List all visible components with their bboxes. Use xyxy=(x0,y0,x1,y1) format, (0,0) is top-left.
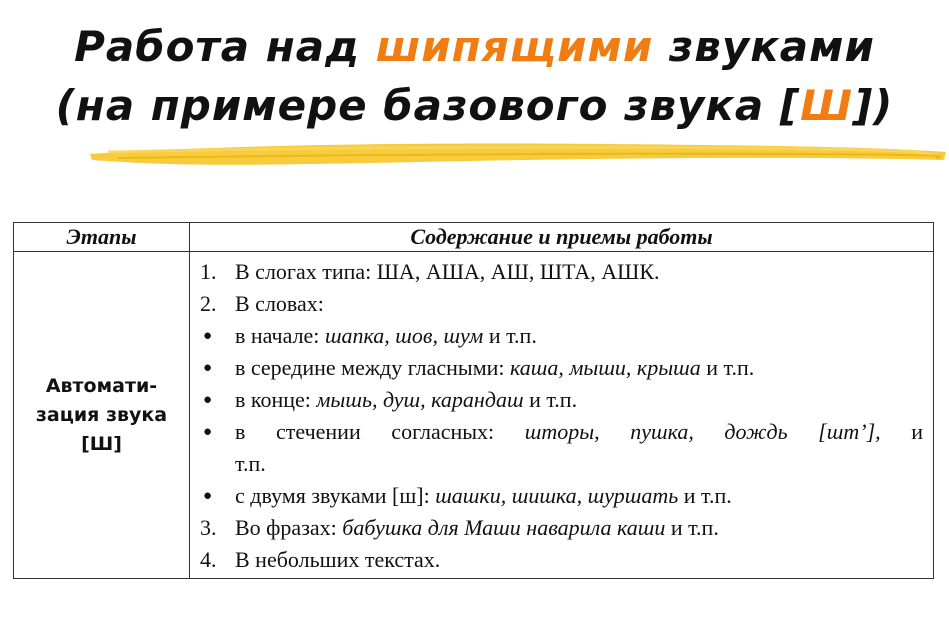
header-content: Содержание и приемы работы xyxy=(190,223,934,252)
item-text xyxy=(235,320,923,352)
item-number: 1. xyxy=(200,259,217,284)
bullet-icon: ● xyxy=(203,360,213,376)
item-text-examples: шторы, пушка, дождь [шт’], xyxy=(524,419,881,444)
bullet-item xyxy=(200,352,923,384)
title-text: звуками xyxy=(653,22,875,71)
item-text-tail: и т.п. xyxy=(665,515,719,540)
item-text xyxy=(235,512,923,544)
table-row xyxy=(14,252,934,579)
item-text xyxy=(235,480,923,512)
list-item xyxy=(200,256,923,288)
item-text-tail: и т.п. xyxy=(483,323,537,348)
item-text: В небольших текстах. xyxy=(235,547,441,572)
stage-label-line: зация звука xyxy=(35,403,168,426)
item-text-tail: и т.п. xyxy=(523,387,578,412)
list-item xyxy=(200,288,923,320)
table-header-row xyxy=(14,223,934,252)
item-text-examples: шапка, шов, шум xyxy=(324,323,484,348)
item-text-tail: и xyxy=(880,419,923,444)
item-text-plain: с двумя звуками [ш]: xyxy=(235,483,436,508)
item-number: 3. xyxy=(200,515,217,540)
item-text: В слогах типа: ША, АША, АШ, ШТА, АШК. xyxy=(235,259,660,284)
item-text-examples: бабушка для Маши наварила каши xyxy=(342,515,666,540)
item-text-tail: и т.п. xyxy=(700,355,755,380)
title-text: (на примере базового звука [ xyxy=(55,81,801,130)
highlighter-stroke-decoration xyxy=(88,136,948,170)
bullet-icon: ● xyxy=(203,488,213,504)
bullet-icon: ● xyxy=(203,392,213,408)
bullet-item xyxy=(200,384,923,416)
item-text-plain: в середине между гласными: xyxy=(235,355,511,380)
item-number: 4. xyxy=(200,547,217,572)
stage-label-line: Автомати- xyxy=(45,374,158,397)
stage-label-line: [Ш] xyxy=(81,432,122,455)
title-accent-letter: Ш xyxy=(800,81,853,130)
page-title-line-2 xyxy=(0,81,949,130)
item-number: 2. xyxy=(200,291,217,316)
item-text-plain: в конце: xyxy=(235,387,317,412)
item-text-plain: в начале: xyxy=(235,323,325,348)
item-text-examples: каша, мыши, крыша xyxy=(510,355,701,380)
bullet-item-continuation: т.п. xyxy=(235,451,266,476)
list-item xyxy=(200,512,923,544)
list-item xyxy=(200,544,923,576)
item-text xyxy=(235,352,923,384)
bullet-icon: ● xyxy=(203,424,213,440)
page-title-line-1 xyxy=(0,22,949,71)
bullet-item xyxy=(200,320,923,352)
item-text xyxy=(235,384,923,416)
stage-cell xyxy=(14,252,190,579)
header-stages: Этапы xyxy=(14,223,190,252)
bullet-item xyxy=(200,416,923,448)
title-text: ]) xyxy=(852,81,894,130)
item-text xyxy=(235,416,923,448)
bullet-icon: ● xyxy=(203,328,213,344)
item-text-examples: мышь, душ, карандаш xyxy=(316,387,524,412)
content-cell xyxy=(190,252,934,579)
item-text-tail: и т.п. xyxy=(678,483,732,508)
bullet-item xyxy=(200,480,923,512)
title-accent-word: шипящими xyxy=(375,22,654,71)
item-text-plain: Во фразах: xyxy=(235,515,343,540)
item-text-examples: шашки, шишка, шуршать xyxy=(435,483,679,508)
title-text: Работа над xyxy=(74,22,376,71)
item-text: В словах: xyxy=(235,291,324,316)
item-text-plain: в стечении согласных: xyxy=(235,419,525,444)
stages-table xyxy=(13,222,934,579)
